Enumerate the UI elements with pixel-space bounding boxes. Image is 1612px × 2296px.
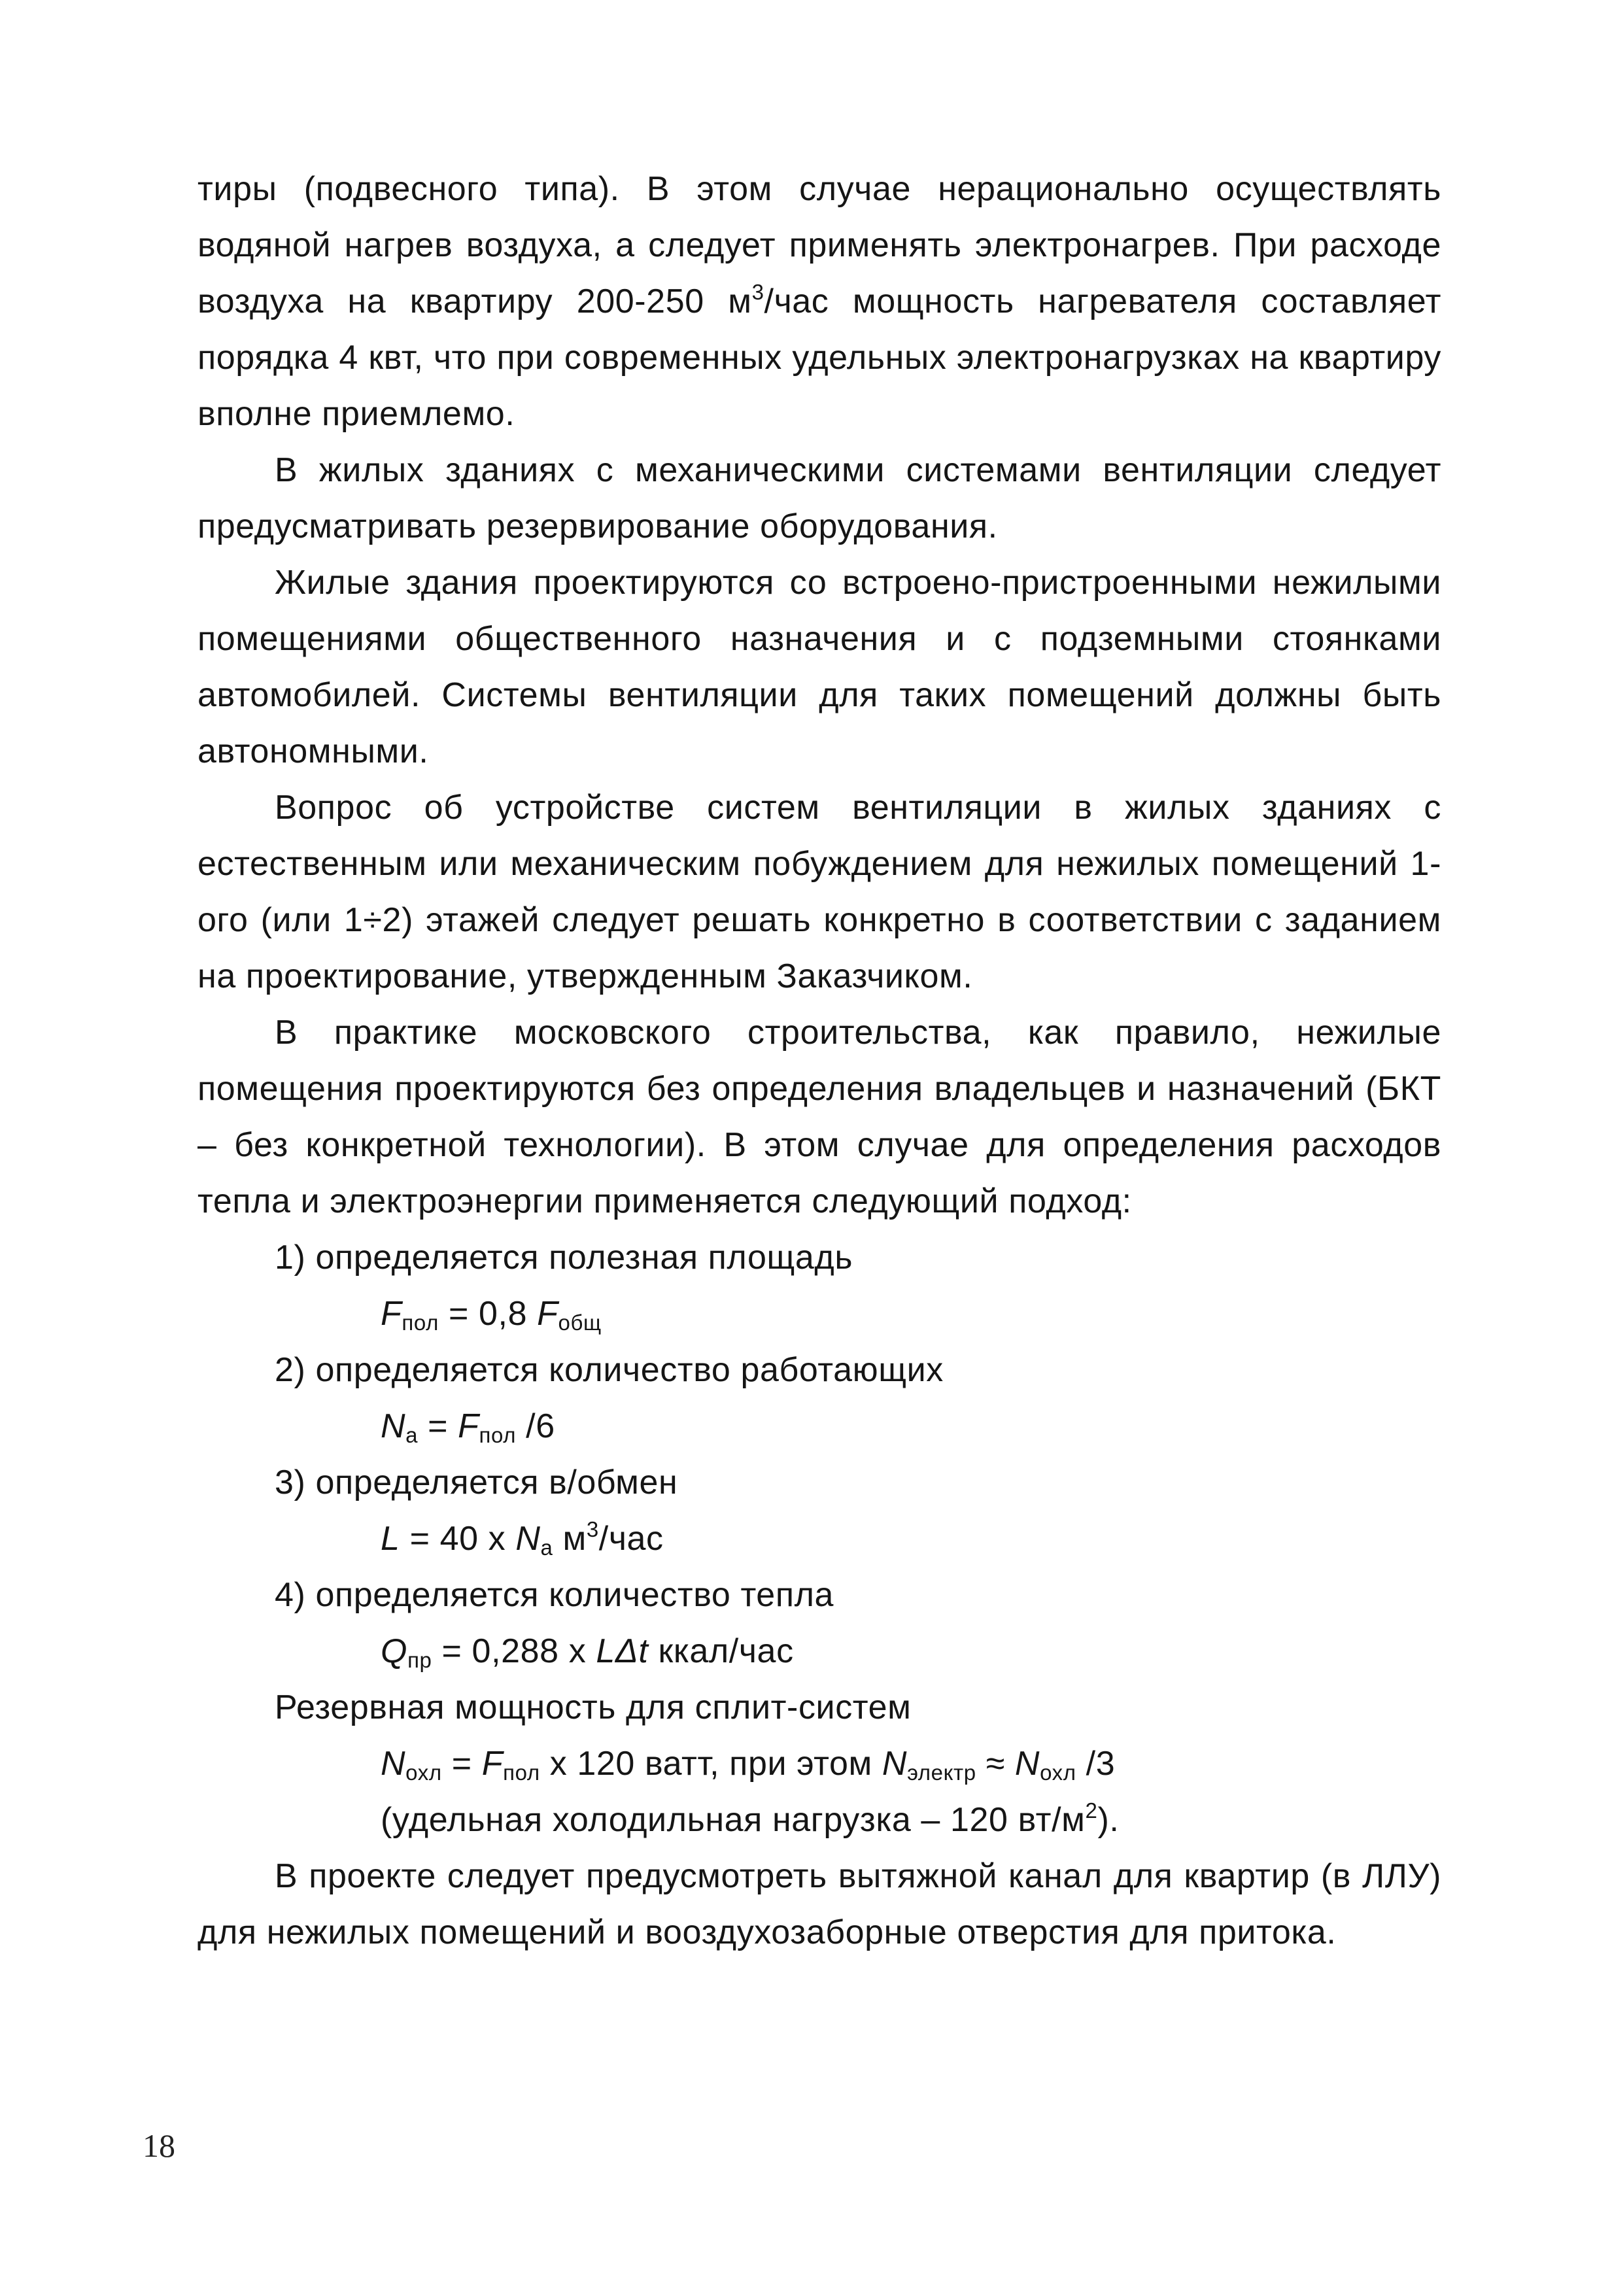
paragraph-redundancy: В жилых зданиях с механическими системами вентиляции следует предусматривать резервирование оборудования. <box>197 451 1441 545</box>
formula-heat: $Q_{пр} = 0,288$ x LΔt ккал/час <box>381 1632 794 1672</box>
body-text <box>197 161 1441 1961</box>
step-1: 1) определяется полезная площадь <box>275 1239 853 1277</box>
step-2: 2) определяется количество работающих <box>275 1351 944 1389</box>
paragraph-closing: В проекте следует предусмотреть вытяжной канал для квартир (в ЛЛУ) для нежилых помещений и вооздухозаборные отверстия для притока. <box>197 1857 1441 1951</box>
paragraph-ventilation-question: Вопрос об устройстве систем вентиляции в жилых зданиях с естественным или механическим побуждением для нежилых помещений 1-ого (или 1÷2) этажей следует решать конкретно в соответствии с заданием на проектирование, утвержденным Заказчиком. <box>197 789 1441 995</box>
paragraph-continuation: тиры (подвесного типа). В этом случае нерационально осуществлять водяной нагрев воздуха, а следует применять электронагрев. При расходе воздуха на квартиру 200-250 $м^3$/час мощность нагревателя составляет порядка 4 квт, что при современных удельных электронагрузках на квартиру вполне приемлемо. <box>197 170 1442 433</box>
formula-useful-area: $F_{пол} = 0,8$ $F_{общ}$ <box>381 1295 602 1335</box>
formula-workers: $N_а = F_{пол}$ /6 <box>381 1407 555 1447</box>
formula-cooling-note: (удельная холодильная нагрузка – 120 $вт/м^2$). <box>381 1798 1120 1839</box>
paragraph-nonresidential: Жилые здания проектируются со встроено-пристроенными нежилыми помещениями общественного назначения и с подземными стоянками автомобилей. Системы вентиляции для таких помещений должны быть автономными. <box>197 564 1441 770</box>
step-3: 3) определяется в/обмен <box>275 1464 678 1501</box>
step-4: 4) определяется количество тепла <box>275 1576 834 1614</box>
formula-cooling: $N_{охл} = F_{пол}$ x 120 ватт, при этом $N_{электр} \approx N_{охл}$ /3 <box>381 1745 1116 1785</box>
page-number: 18 <box>143 2127 175 2164</box>
formula-air-exchange: L = 40 x $N_а$ $м^3$/час <box>381 1517 664 1560</box>
reserve-power-heading: Резервная мощность для сплит-систем <box>275 1688 912 1726</box>
paragraph-moscow-practice: В практике московского строительства, как правило, нежилые помещения проектируются без определения владельцев и назначений (БКТ – без конкретной технологии). В этом случае для определения расходов тепла и электроэнергии применяется следующий подход: <box>197 1014 1441 1220</box>
